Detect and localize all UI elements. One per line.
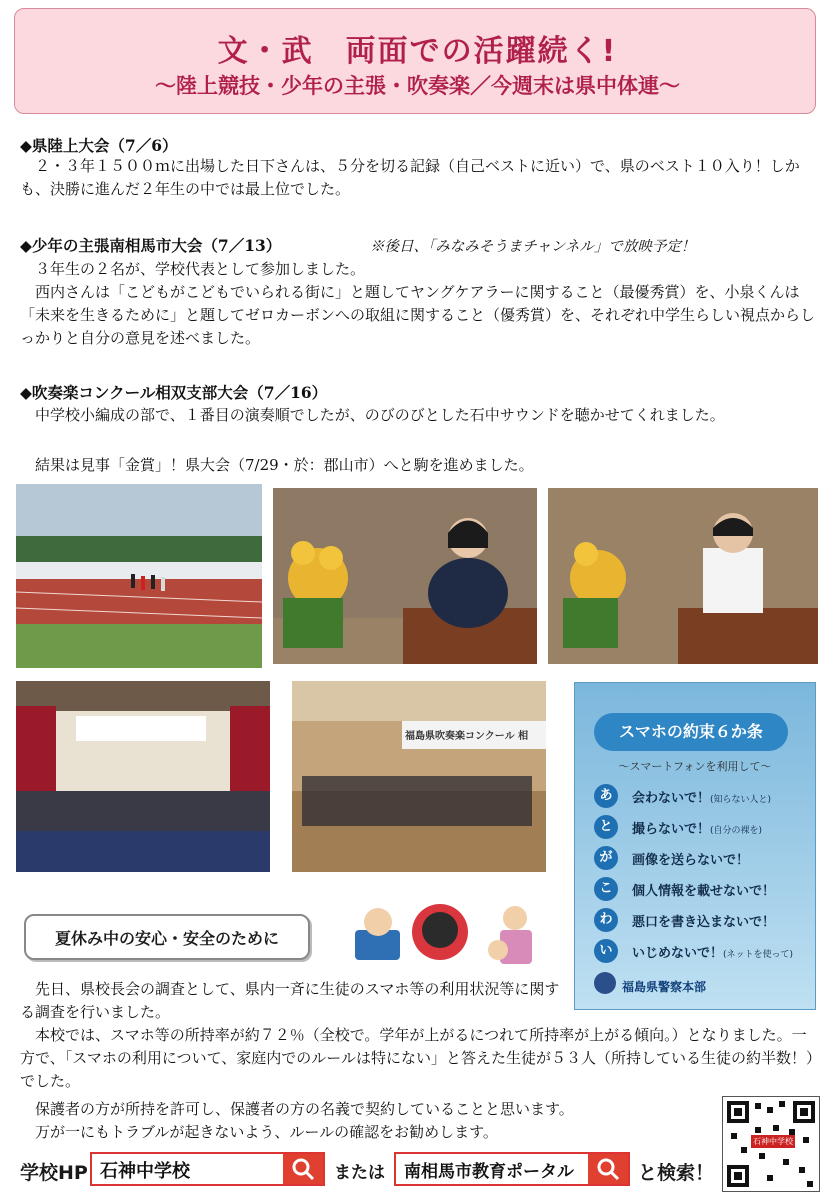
section-text-athletics: ２・３年１５００ｍに出場した日下さんは、５分を切る記録（自己ベストに近い）で、県のベスト１０入り！しかも、決勝に進んだ２年生の中では最上位でした。: [20, 157, 800, 198]
page-title: 文・武 両面での活躍続く!: [217, 34, 618, 69]
portal-search-box[interactable]: [394, 1152, 630, 1186]
rule-row: [594, 877, 802, 901]
summer-text-2: 本校では、スマホ等の所持率が約７２％（全校で。学年が上がるにつれて所持率が上がる傾向。）となりました。一方で、「スマホの利用について、家庭内でのルールは特にない」と答えた生徒が５３人（所持している生徒の約半数！）でした。: [20, 1026, 814, 1090]
rule-row: [594, 908, 802, 932]
rule-text: 個人情報を載せないで！: [632, 884, 776, 899]
school-hp-label: 学校HP: [20, 1162, 88, 1184]
rule-initial: あ: [594, 784, 618, 808]
rule-text: 会わないで！(知らない人と): [632, 791, 772, 806]
section-heading-athletics: ◆県陸上大会（7／6）: [20, 136, 178, 155]
summer-safety-title: 夏休み中の安心・安全のために: [54, 929, 279, 948]
police-credit: 福島県警察本部: [622, 980, 707, 994]
section-text-band-1: 中学校小編成の部で、１番目の演奏順でしたが、のびのびとした石中サウンドを聴かせてくれました。: [20, 406, 725, 424]
qr-label: 石神中学校: [753, 1137, 793, 1146]
rule-initial: わ: [594, 908, 618, 932]
section-heading-band: ◆吹奏楽コンクール相双支部大会（7／16）: [20, 383, 328, 402]
section-text-band-2: 結果は見事「金賞」！県大会（7/29・於：郡山市）へと駒を進めました。: [20, 456, 534, 474]
smartphone-rules-title: スマホの約束６か条: [594, 713, 788, 751]
search-suffix: と検索！: [638, 1162, 715, 1184]
stage-banner-text: 福島県吹奏楽コンクール 相: [405, 731, 529, 742]
section-text-speech-1: ３年生の２名が、学校代表として参加しました。: [20, 260, 366, 278]
qr-code[interactable]: [722, 1096, 820, 1192]
page-subtitle: ～陸上競技・少年の主張・吹奏楽／今週末は県中体連～: [155, 74, 680, 98]
rule-text: 悪口を書き込まないで！: [632, 915, 776, 930]
speech-photo-boy: [548, 488, 818, 664]
speech-photo-girl: [273, 488, 537, 664]
rule-row: [594, 939, 802, 963]
rule-text: 画像を送らないで！: [632, 853, 750, 868]
rule-row: [594, 815, 802, 839]
online-danger-illustration: [350, 900, 550, 980]
search-icon[interactable]: [588, 1154, 628, 1184]
rule-row: [594, 846, 802, 870]
school-search-box[interactable]: [90, 1152, 325, 1186]
summer-text-4: 万が一にもトラブルが起きないよう、ルールの確認をお勧めします。: [20, 1123, 498, 1141]
rule-initial: が: [594, 846, 618, 870]
summer-text-1: 先日、県校長会の調査として、県内一斉に生徒のスマホ等の利用状況等に関する調査を行いました。: [20, 980, 560, 1021]
search-icon[interactable]: [283, 1154, 323, 1184]
rule-text: いじめないで！(ネットを使って): [632, 946, 794, 961]
gym-band-photo: [16, 681, 270, 872]
or-text: または: [334, 1163, 385, 1183]
rule-row: [594, 784, 802, 808]
portal-search-text: 南相馬市教育ポータル: [404, 1162, 574, 1182]
concert-photo: [292, 681, 546, 872]
rule-initial: い: [594, 939, 618, 963]
rule-initial: と: [594, 815, 618, 839]
school-search-text: 石神中学校: [100, 1161, 190, 1182]
rule-text: 撮らないで！(自分の裸を): [632, 822, 763, 837]
rule-initial: こ: [594, 877, 618, 901]
section-heading-speech: ◆少年の主張南相馬市大会（7／13）: [20, 236, 282, 255]
section-text-speech-2: 西内さんは「こどもがこどもでいられる街に」と題してヤングケアラーに関すること（最優秀賞）を、小泉くんは「未来を生きるために」と題してゼロカーボンへの取組に関すること（優秀賞）を、それぞれ中学生らしい視点からしっかりと自分の意見を述べました。: [20, 283, 816, 347]
police-mascot-icon: [594, 972, 616, 994]
track-photo: [16, 484, 262, 668]
summer-text-3: 保護者の方が所持を許可し、保護者の方の名義で契約していることと思います。: [20, 1100, 574, 1118]
broadcast-note: ※後日、「みなみそうまチャンネル」で放映予定！: [370, 239, 696, 255]
smartphone-rules-subtitle: ～スマートフォンを利用して～: [618, 760, 772, 773]
